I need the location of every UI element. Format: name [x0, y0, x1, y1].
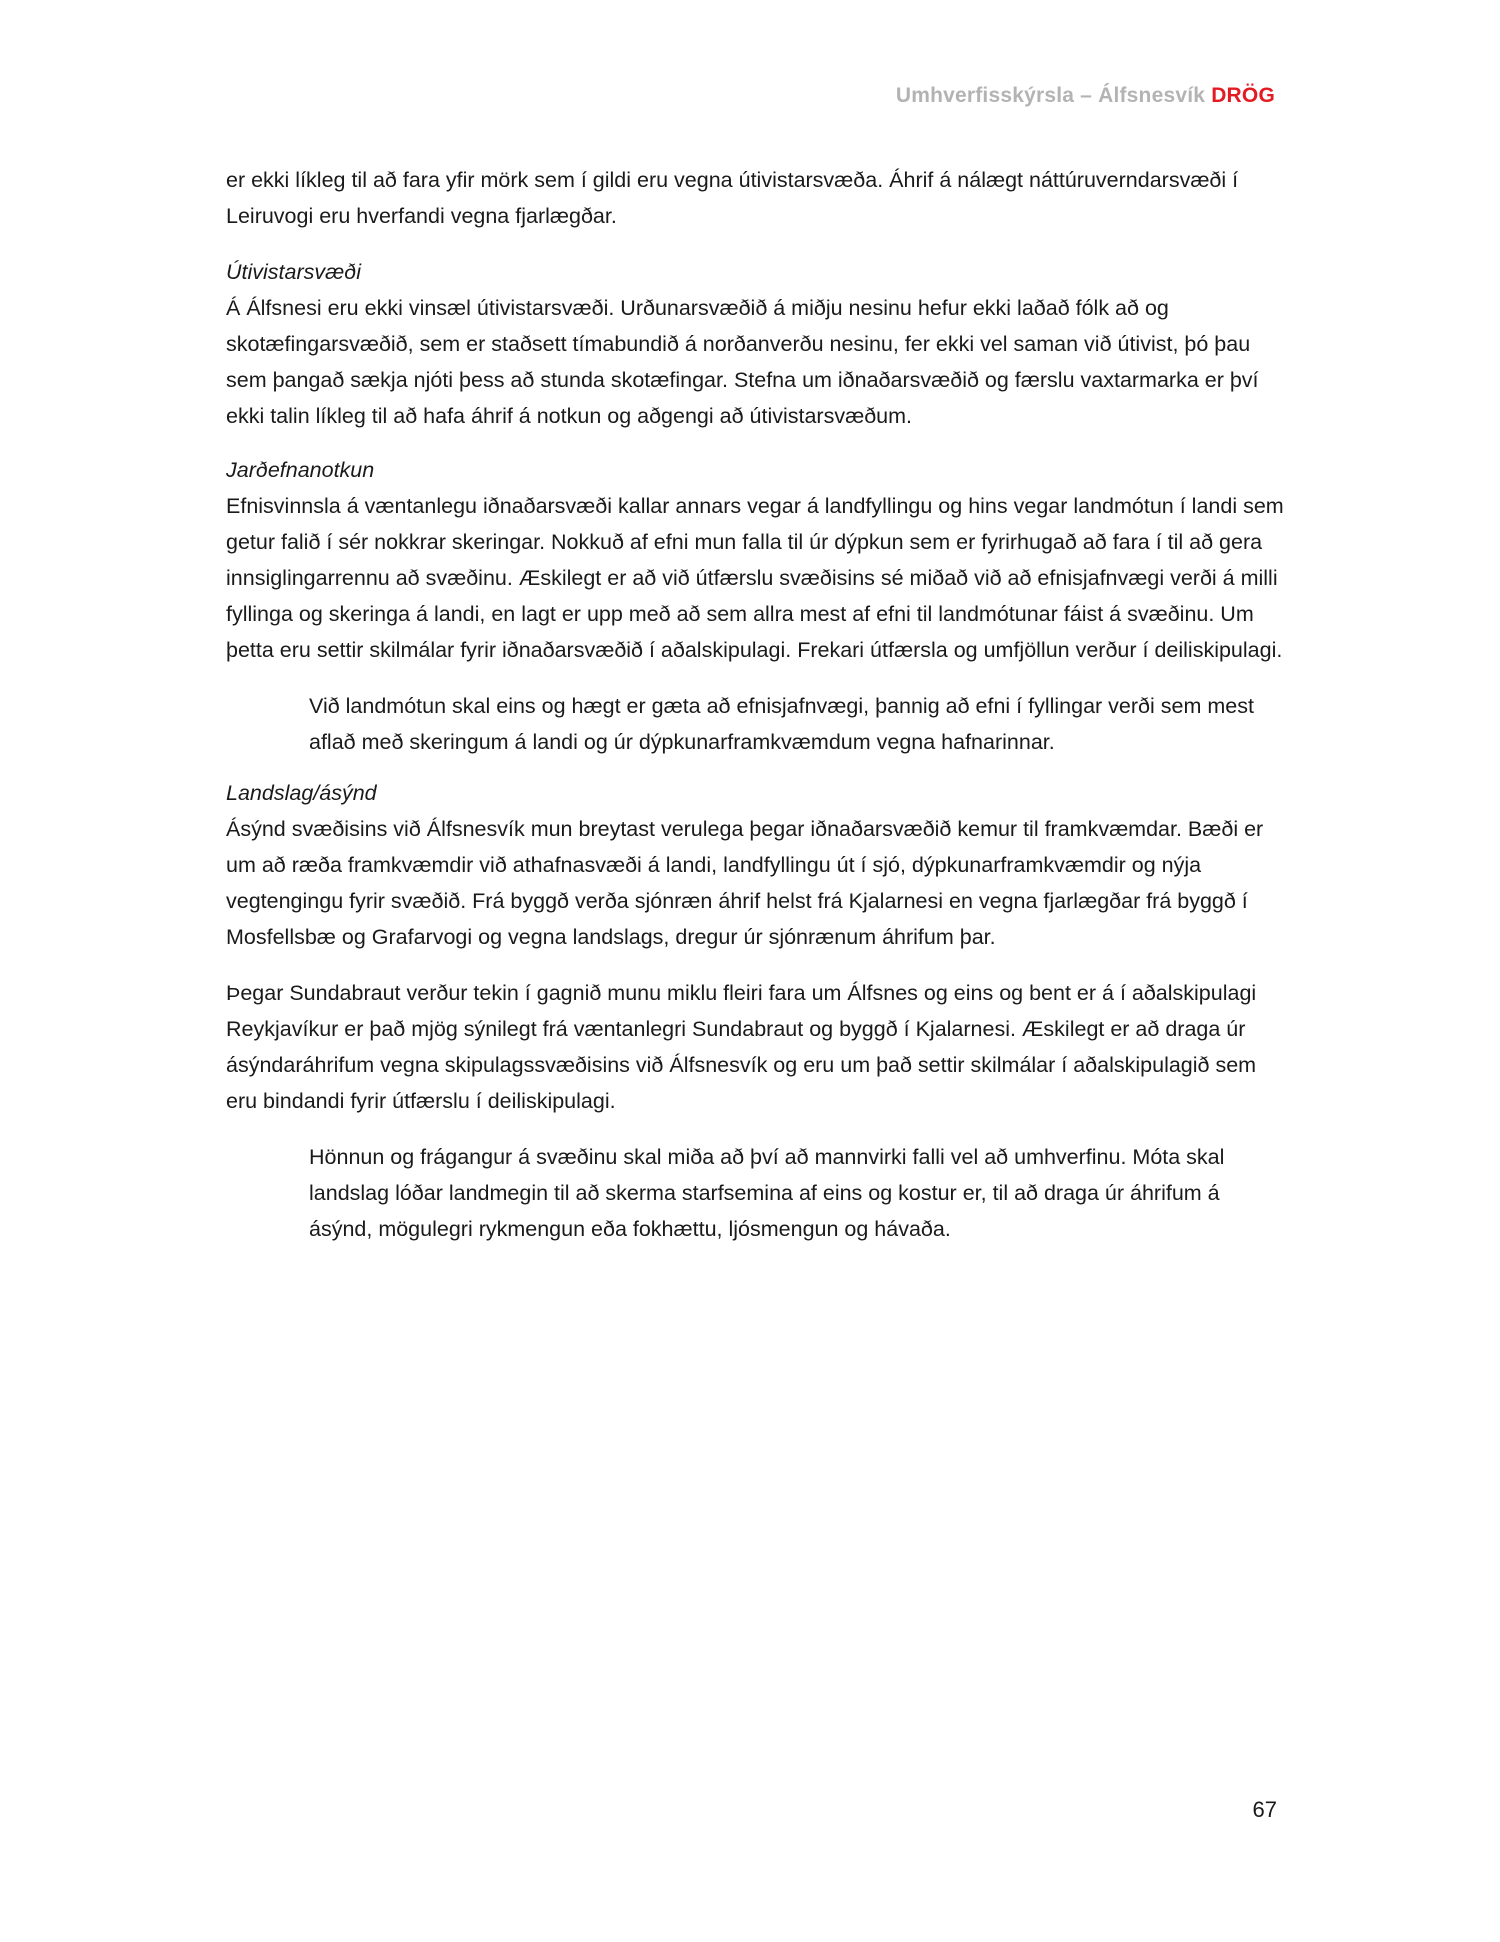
header-title: Umhverfisskýrsla – Álfsnesvík — [895, 84, 1206, 107]
draft-label: DRÖG — [1211, 84, 1275, 107]
page-number: 67 — [1252, 1797, 1277, 1822]
heading-materials: Jarðefnanotkun — [226, 458, 375, 482]
heading-landscape: Landslag/ásýnd — [226, 781, 377, 805]
paragraph-outdoor-areas: Á Álfsnesi eru ekki vinsæl útivistarsvæði. Urðunarsvæðið á miðju nesinu hefur ekki laðað fólk að og skotæfingarsvæðið, sem er staðsett tímabundið á norðanverðu nesinu, fer ekki vel saman við útivist, þó þau sem þangað sækja njóti þess að stunda skotæfingar. Stefna um iðnaðarsvæðið og færslu vaxtarmarka er því ekki talin líkleg til að hafa áhrif á notkun og aðgengi að útivistarsvæðum. — [226, 296, 1259, 428]
paragraph-landscape-1: Ásýnd svæðisins við Álfsnesvík mun breytast verulega þegar iðnaðarsvæðið kemur til framkvæmdar. Bæði er um að ræða framkvæmdir við athafnasvæði á landi, landfyllingu út í sjó, dýpkunarframkvæmdir og nýja vegtengingu fyrir svæðið. Frá byggð verða sjónræn áhrif helst frá Kjalarnesi en vegna fjarlægðar frá byggð í Mosfellsbæ og Grafarvogi og vegna landslags, dregur úr sjónrænum áhrifum þar. — [226, 817, 1264, 949]
paragraph-materials: Efnisvinnsla á væntanlegu iðnaðarsvæði kallar annars vegar á landfyllingu og hins vegar landmótun í landi sem getur falið í sér nokkrar skeringar. Nokkuð af efni mun falla til úr dýpkun sem er fyrirhugað að fara í til að gera innsiglingarrennu að svæðinu. Æskilegt er að við útfærslu svæðisins sé miðað við að efnisjafnvægi verði á milli fyllinga og skeringa á landi, en lagt er upp með að sem allra mest af efni til landmótunar fáist á svæðinu. Um þetta eru settir skilmálar fyrir iðnaðarsvæðið í aðalskipulagi. Frekari útfærsla og umfjöllun verður í deiliskipulagi. — [226, 494, 1284, 662]
heading-outdoor-areas: Útivistarsvæði — [226, 260, 361, 284]
document-body — [226, 162, 1286, 1247]
indented-clause-materials: Við landmótun skal eins og hægt er gæta að efnisjafnvægi, þannig að efni í fyllingar verði sem mest aflað með skeringum á landi og úr dýpkunarframkvæmdum vegna hafnarinnar. — [309, 694, 1254, 754]
paragraph-landscape-2: Þegar Sundabraut verður tekin í gagnið munu miklu fleiri fara um Álfsnes og eins og bent er á í aðalskipulagi Reykjavíkur er það mjög sýnilegt frá væntanlegri Sundabraut og byggð í Kjalarnesi. Æskilegt er að draga úr ásýndaráhrifum vegna skipulagssvæðisins við Álfsnesvík og eru um það settir skilmálar í aðalskipulagið sem eru bindandi fyrir útfærslu í deiliskipulagi. — [226, 981, 1257, 1113]
intro-paragraph: er ekki líkleg til að fara yfir mörk sem í gildi eru vegna útivistarsvæða. Áhrif á nálægt náttúruverndarsvæði í Leiruvogi eru hverfandi vegna fjarlægðar. — [226, 168, 1239, 228]
indented-clause-landscape: Hönnun og frágangur á svæðinu skal miða að því að mannvirki falli vel að umhverfinu. Móta skal landslag lóðar landmegin til að skerma starfsemina af eins og kostur er, til að draga úr áhrifum á ásýnd, mögulegri rykmengun eða fokhættu, ljósmengun og hávaða. — [309, 1145, 1225, 1241]
running-header — [896, 84, 1275, 108]
